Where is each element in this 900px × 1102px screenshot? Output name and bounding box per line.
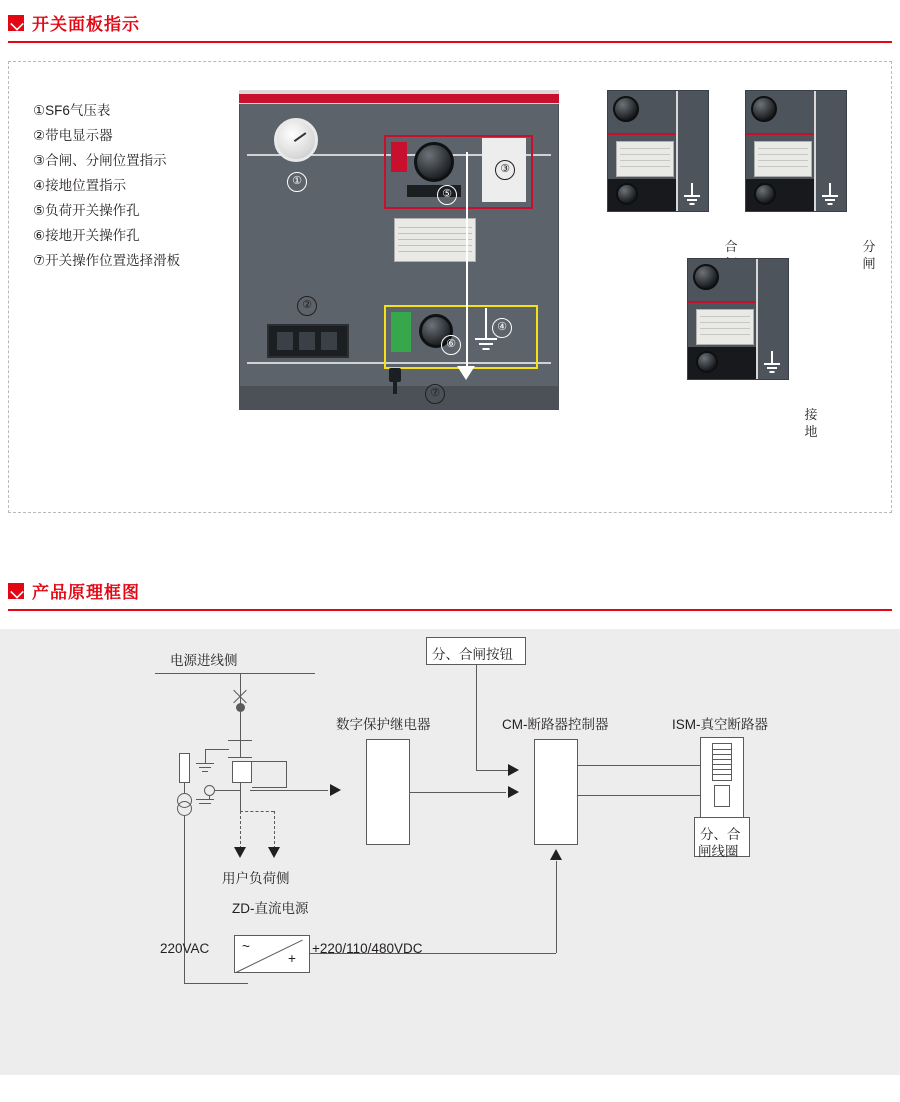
list-item: ②带电显示器	[33, 128, 113, 143]
list-item: ③合闸、分闸位置指示	[33, 153, 167, 168]
section-marker-icon	[8, 583, 24, 599]
fuse-lead	[184, 783, 185, 793]
arrow-load-1	[234, 847, 246, 858]
earth-bar-2a	[196, 799, 214, 800]
controller-box	[534, 739, 578, 845]
breaker-top-lead	[252, 761, 286, 762]
section-2-title: 产品原理框图	[32, 583, 140, 602]
dashed-line-horz	[240, 811, 274, 812]
earth-bar-1b	[199, 767, 211, 768]
mini-vertical-line	[676, 91, 678, 211]
mini-earth-knob-icon	[696, 351, 718, 373]
mini-red-line	[746, 133, 814, 135]
label-controller: CM-断路器控制器	[502, 717, 609, 732]
selector-slide-stem	[393, 380, 397, 394]
earth-bar-1c	[202, 771, 208, 772]
section-2-header	[0, 578, 900, 609]
principle-diagram	[0, 629, 900, 1075]
mini-knob-icon	[613, 96, 639, 122]
earth-symbol-icon	[471, 308, 501, 352]
mini-nameplate	[754, 141, 812, 177]
signal-line-to-relay	[250, 790, 328, 791]
load-switch-marker	[391, 142, 407, 172]
sensor-lead	[215, 790, 240, 791]
feedback-line	[556, 861, 557, 953]
label-relay: 数字保护继电器	[336, 717, 431, 732]
mini-vertical-line	[756, 259, 758, 379]
mini-photo-earthed	[687, 258, 789, 380]
mini-earth-symbol-icon	[762, 351, 782, 373]
label-coil-line2: 闸线圈	[698, 844, 739, 859]
callout-4: ④	[492, 318, 512, 338]
section-1-rule	[8, 41, 892, 43]
list-item: ⑤负荷开关操作孔	[33, 203, 140, 218]
callout-6: ⑥	[441, 335, 461, 355]
drop-line-1	[240, 673, 241, 705]
panel-top-strip	[239, 90, 559, 104]
mini-earth-symbol-icon	[682, 183, 702, 205]
earth-stem-2	[209, 796, 210, 800]
callout-5: ⑤	[437, 185, 457, 205]
callout-7: ⑦	[425, 384, 445, 404]
selector-arrow-head	[457, 366, 475, 380]
nameplate	[394, 218, 476, 262]
earth-switch-marker	[391, 312, 411, 352]
mini-red-line	[608, 133, 676, 135]
drop-line-2	[240, 712, 241, 740]
mini-knob-icon	[751, 96, 777, 122]
mini-caption-closed: 合	[724, 239, 738, 254]
relay-box	[366, 739, 410, 845]
callout-2: ②	[297, 296, 317, 316]
ism-coil	[712, 743, 732, 781]
switchgear-panel-photo	[239, 90, 559, 410]
label-dc-out: +220/110/480VDC	[312, 941, 423, 956]
button-line-down	[476, 665, 477, 770]
list-item: ①SF6气压表	[33, 103, 111, 118]
section-2-rule	[8, 609, 892, 611]
breaker-symbol	[232, 761, 252, 783]
earth-bar-1a	[196, 763, 214, 764]
list-item: ⑥接地开关操作孔	[33, 228, 140, 243]
live-display-device	[267, 324, 349, 358]
callout-1: ①	[287, 172, 307, 192]
mini-photo-closed	[607, 90, 709, 212]
mini-caption-open: 分 闸	[862, 239, 876, 271]
sf6-pressure-gauge	[274, 118, 318, 162]
arrow-to-controller	[508, 786, 519, 798]
panel-base	[239, 386, 559, 410]
label-converter-dc: +	[288, 951, 296, 966]
busbar-line	[155, 673, 315, 674]
callout-3: ③	[495, 160, 515, 180]
list-item: ⑦开关操作位置选择滑板	[33, 253, 181, 268]
section-1-header	[0, 10, 900, 41]
label-incoming: 电源进线侧	[170, 653, 238, 668]
dashed-line-vert	[240, 811, 241, 849]
mini-vertical-line	[814, 91, 816, 211]
button-line-right	[476, 770, 508, 771]
mini-earth-knob-icon	[616, 183, 638, 205]
label-coil-line1: 分、合	[700, 827, 741, 842]
arrow-button-to-controller	[508, 764, 519, 776]
mini-earth-symbol-icon	[820, 183, 840, 205]
line-controller-breaker-top	[578, 765, 710, 766]
breaker-right-lead	[286, 761, 287, 787]
mini-caption-earthed: 接 地	[804, 407, 818, 439]
list-item: ④接地位置指示	[33, 178, 127, 193]
legend-list	[33, 98, 180, 273]
label-ac-in: 220VAC	[160, 941, 210, 956]
arrow-to-relay	[330, 784, 341, 796]
bottom-return-line	[184, 983, 248, 984]
earth-bar-2b	[199, 803, 211, 804]
drop-line-3	[240, 741, 241, 757]
label-dc-source: ZD-直流电源	[232, 901, 309, 916]
line-controller-breaker-bottom	[578, 795, 710, 796]
ism-contact	[714, 785, 730, 807]
switch-bar-2	[228, 757, 252, 758]
fuse-symbol	[179, 753, 190, 783]
arrow-feedback-up	[550, 849, 562, 860]
section-panel-indication	[0, 10, 900, 513]
mini-nameplate	[696, 309, 754, 345]
mini-knob-icon	[693, 264, 719, 290]
ct-return-line	[184, 816, 185, 984]
dashed-line-vert-2	[274, 811, 275, 849]
section-principle-diagram	[0, 578, 900, 1075]
mini-red-line	[688, 301, 756, 303]
panel-illustration-area	[8, 61, 892, 513]
load-switch-operating-hole	[414, 142, 454, 182]
ct-circle-2	[177, 801, 192, 816]
isolator-node	[236, 703, 245, 712]
selector-arrow-line	[466, 152, 468, 370]
label-converter-ac: ~	[242, 939, 250, 954]
sensor-circle	[204, 785, 215, 796]
label-breaker: ISM-真空断路器	[672, 717, 768, 732]
label-load: 用户负荷侧	[222, 871, 290, 886]
earth-stem-1	[205, 749, 206, 763]
breaker-bottom-lead	[252, 787, 287, 788]
mini-photo-open	[745, 90, 847, 212]
mini-earth-knob-icon	[754, 183, 776, 205]
signal-line-relay-controller	[410, 792, 506, 793]
section-1-title: 开关面板指示	[32, 15, 140, 34]
earth-lead-1	[205, 749, 229, 750]
section-marker-icon	[8, 15, 24, 31]
label-button-box: 分、合闸按钮	[432, 647, 513, 662]
mini-nameplate	[616, 141, 674, 177]
arrow-load-2	[268, 847, 280, 858]
drop-line-4	[240, 783, 241, 811]
